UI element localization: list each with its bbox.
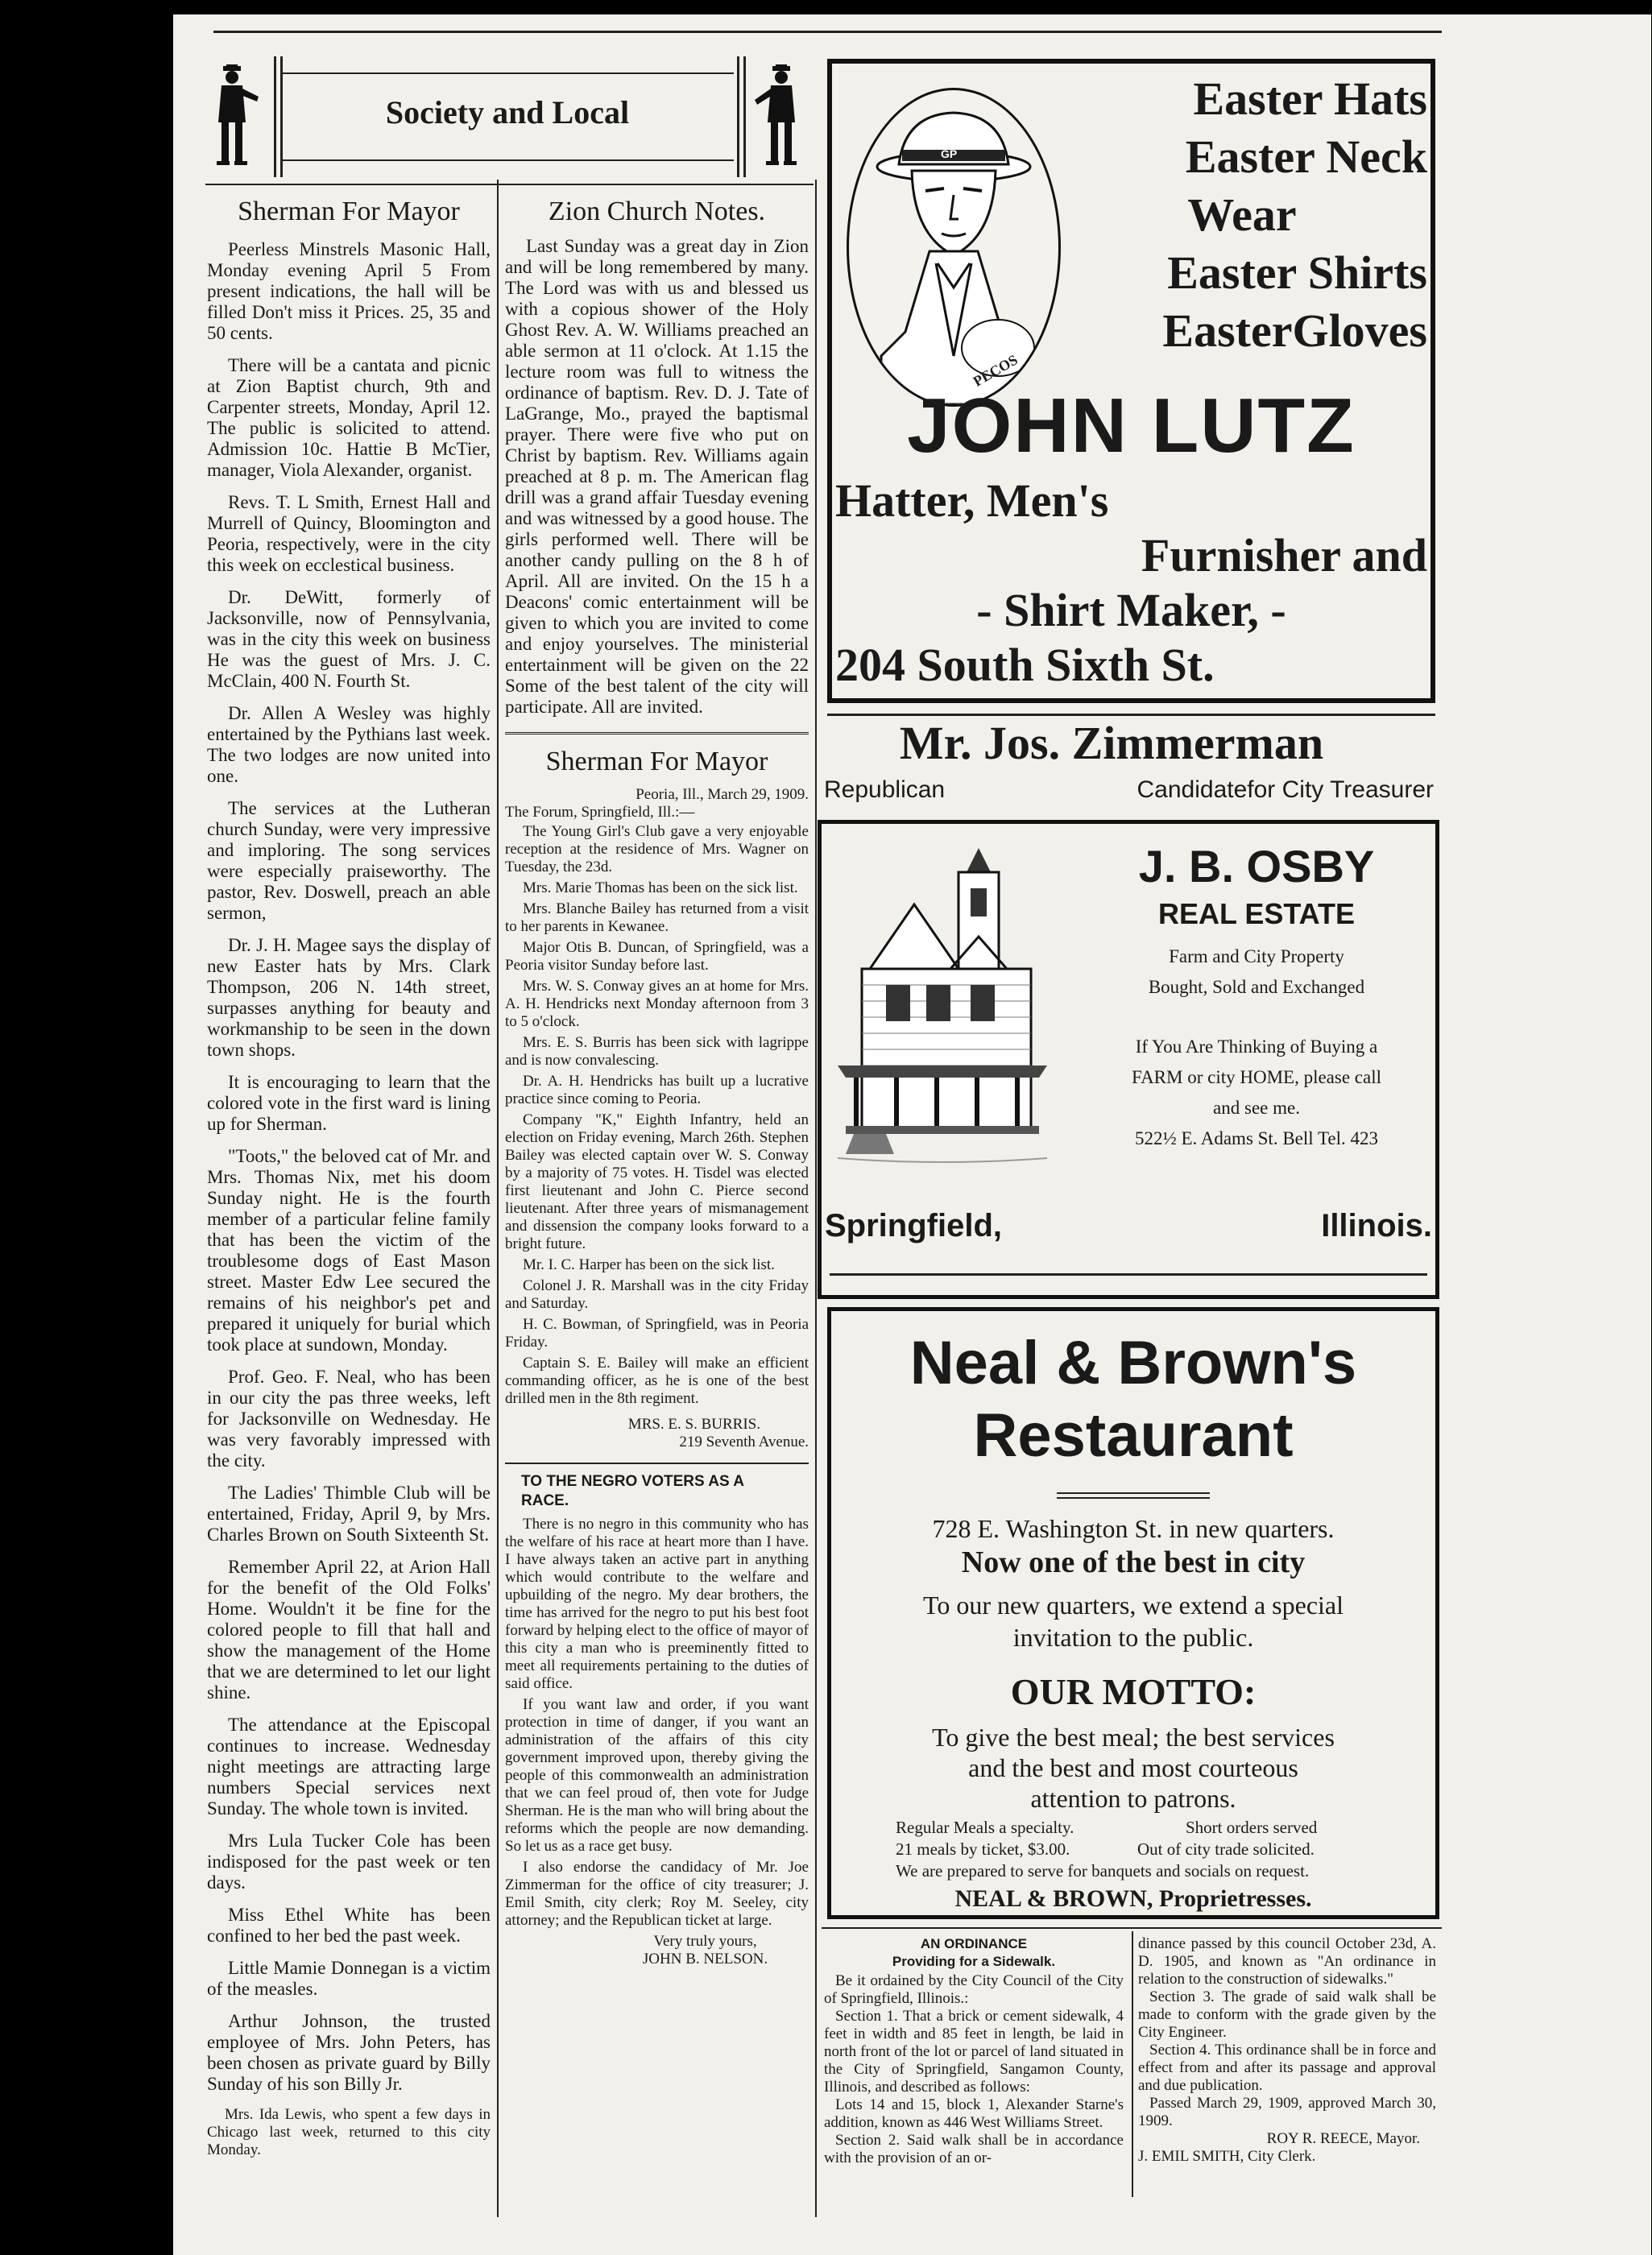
ordinance-title: AN ORDINANCE	[920, 1936, 1028, 1951]
neal-regular: Regular Meals a specialty.	[896, 1818, 1074, 1837]
osby-line: Farm and City Property	[1169, 946, 1344, 966]
neal-proprietresses: NEAL & BROWN, Proprietresses.	[954, 1885, 1312, 1912]
peoria-salutation: The Forum, Springfield, Ill.:—	[505, 804, 695, 821]
osby-name: J. B. OSBY	[1138, 841, 1375, 892]
zimmerman-name: Mr. Jos. Zimmerman	[899, 717, 1324, 769]
col1-paragraph: Remember April 22, at Arion Hall for the benefit of the Old Folks' Home. Wouldn't it be fine for the colored people to fill that hall and show the management of the Home that we are determined to let our light shine.	[207, 1557, 491, 1703]
neal-invite-2: invitation to the public.	[1012, 1623, 1254, 1652]
column-divider-1	[497, 180, 499, 2217]
sherman-heading-2: Sherman For Mayor	[545, 747, 768, 776]
osby-sub: REAL ESTATE	[1157, 897, 1356, 930]
negro-voters-signature: JOHN B. NELSON.	[642, 1951, 768, 1967]
col1-paragraph: Revs. T. L Smith, Ernest Hall and Murrell of Quincy, Bloomington and Peoria, respectively, were in the city this week on ecclestical business.	[207, 492, 491, 575]
col1-paragraph: Dr. DeWitt, formerly of Jacksonville, now of Pennsylvania, was in the city this week on business He was the guest of Mrs. J. C. McClain, 400 N. Fourth St.	[207, 587, 491, 691]
peoria-paragraph: Major Otis B. Duncan, of Springfield, was a Peoria visitor Sunday before last.	[505, 939, 809, 974]
gentleman-left-icon	[205, 64, 262, 169]
neal-motto-line: To give the best meal; the best services	[932, 1723, 1335, 1752]
column-divider-2	[815, 180, 817, 2217]
hat-man-icon	[849, 90, 1058, 404]
house-illustration	[838, 848, 1047, 1170]
osby-line: and see me.	[1213, 1098, 1300, 1118]
ordinance-paragraph: Section 1. That a brick or cement sidewalk, 4 feet in width and 85 feet in length, be laid in north front of the lot or parcel of land situated in the City of Springfield, Sangamon County, Illinois, and described as follows:	[824, 2008, 1124, 2096]
peoria-signature-address: 219 Seventh Avenue.	[679, 1434, 809, 1450]
col1-paragraph: Peerless Minstrels Masonic Hall, Monday evening April 5 From present indications, the hall will be filled Don't miss it Prices. 25, 35 and 50 cents.	[207, 239, 491, 343]
negro-voters-paragraph: I also endorse the candidacy of Mr. Joe Zimmerman for the office of city treasurer; J. Emil Smith, city clerk; Roy M. Seeley, city attorney; and the Republican ticket at large.	[505, 1859, 809, 1929]
osby-ad	[818, 820, 1439, 1299]
osby-line: FARM or city HOME, please call	[1131, 1067, 1382, 1087]
col1-footer-note: Mrs. Ida Lewis, who spent a few days in Chicago last week, returned to this city Monday.	[207, 2106, 491, 2158]
peoria-paragraph: Mrs. E. S. Burris has been sick with lagrippe and is now convalescing.	[505, 1034, 809, 1069]
ordinance-col-1	[824, 1935, 1124, 2167]
john-lutz-ad	[827, 59, 1435, 703]
peoria-paragraph: Company "K," Eighth Infantry, held an election on Friday evening, March 26th. Stephen Bailey was elected captain over W. S. Conway by a majority of 75 votes. H. Tisdel was elected first lieutenant and John C. Pierce second lieutenant. After three years of mismanagement and dissension the company looks forward to a bright future.	[505, 1111, 809, 1252]
peoria-paragraph: Mrs. Marie Thomas has been on the sick list.	[523, 879, 798, 896]
col1-paragraph: Mrs Lula Tucker Cole has been indisposed for the past week or ten days.	[207, 1831, 491, 1893]
neal-brown-ad	[827, 1307, 1439, 1919]
lutz-furnisher: Furnisher and	[1141, 529, 1427, 581]
neal-out-of-city: Out of city trade solicited.	[1137, 1839, 1315, 1859]
peoria-paragraph: Dr. A. H. Hendricks has built up a lucrative practice since coming to Peoria.	[505, 1073, 809, 1107]
osby-state: Illinois.	[1321, 1208, 1432, 1243]
collar-label: PECOS	[970, 351, 1021, 390]
column-1	[207, 196, 491, 2162]
masthead-title: Society and Local	[385, 94, 630, 130]
lutz-shirtmaker: - Shirt Maker, -	[976, 584, 1286, 636]
ordinance-paragraph: Lots 14 and 15, block 1, Alexander Starne's addition, known as 446 West Williams Street.	[824, 2096, 1124, 2131]
lutz-address: 204 South Sixth St.	[835, 639, 1215, 691]
hat-man-illustration	[847, 88, 1061, 407]
zimmerman-office: Candidatefor City Treasurer	[1137, 776, 1434, 803]
negro-voters-paragraph: There is no negro in this community who has the welfare of his race at heart more than I have. I have always taken an active part in anything which would contribute to the welfare and upbuilding of the negro. My dear brothers, the time has arrived for the negro to put his best foot forward by helping elect to the office of mayor of this city a man who is preeminently fitted to meet all requirements pertaining to the duties of said office.	[505, 1516, 809, 1692]
neal-motto: OUR MOTTO:	[1010, 1671, 1257, 1712]
neal-title-2: Restaurant	[973, 1401, 1294, 1470]
ordinance-paragraph: Section 2. Said walk shall be in accordance with the provision of an or-	[824, 2132, 1124, 2166]
col1-paragraph: Little Mamie Donnegan is a victim of the measles.	[207, 1958, 491, 1999]
col1-paragraph: The attendance at the Episcopal continues to increase. Wednesday night meetings are attracting large numbers Special services next Sunday. The whole town is invited.	[207, 1715, 491, 1818]
peoria-signature: MRS. E. S. BURRIS.	[627, 1416, 760, 1433]
negro-voters-closing: Very truly yours,	[653, 1933, 757, 1950]
col1-paragraph: Dr. J. H. Magee says the display of new Easter hats by Mrs. Clark Thompson, 206 N. 14th street, surpasses anything for beauty and workmanship to be seen in the down town shops.	[207, 935, 491, 1060]
col1-heading: Sherman For Mayor	[238, 197, 460, 226]
neal-address: 728 E. Washington St. in new quarters.	[932, 1514, 1335, 1543]
ordinance-paragraph: dinance passed by this council October 23d, A. D. 1905, and known as "An ordinance in relation to the construction of sidewalks."	[1138, 1935, 1436, 1988]
col1-paragraph: Miss Ethel White has been confined to her bed the past week.	[207, 1905, 491, 1946]
peoria-paragraph: H. C. Bowman, of Springfield, was in Peoria Friday.	[505, 1316, 809, 1351]
ordinance-col-2	[1138, 1935, 1436, 2166]
newspaper-page	[173, 14, 1651, 2255]
hat-band-label: GP	[941, 147, 958, 160]
osby-city: Springfield,	[825, 1208, 1002, 1243]
col1-paragraph: "Toots," the beloved cat of Mr. and Mrs. Thomas Nix, met his doom Sunday night. He is the fourth member of a particular feline family that has been the victim of the troublesome dogs of East Mason street. Master Edw Lee secured the remains of his neighbor's pet and prepared it uniquely for burial which took place at sundown, Monday.	[207, 1146, 491, 1355]
peoria-paragraph: Captain S. E. Bailey will make an efficient commanding officer, as he is one of the best drilled men in the 8th regiment.	[505, 1355, 809, 1407]
ordinance-paragraph: Section 3. The grade of said walk shall be made to conform with the grade given by the City Engineer.	[1138, 1988, 1436, 2041]
neal-motto-line: and the best and most courteous	[968, 1753, 1298, 1782]
neal-banquets: We are prepared to serve for banquets and socials on request.	[896, 1861, 1310, 1881]
zion-text: Last Sunday was a great day in Zion and will be long remembered by many. The Lord was with us and blessed us with a copious shower of the Holy Ghost Rev. A. W. Williams preached an able sermon at 11 o'clock. At 1.15 the lecture room was full to witness the ordinance of baptism. Rev. D. J. Tate of LaGrange, Mo., prayed the baptismal prayer. There were five who put on Christ by baptism. Rev. Williams again preached at 8 p. m. The American flag drill was a grand affair Tuesday evening and was witnessed by a good house. The girls performed well. There will be another candy pulling on the 8 h of April. All are invited. On the 15 h a Deacons' comic entertainment will be given to which you are invited to come and enjoy yourselves. The ministerial entertainment will be given on the 22 Some of the best talent of the city will participate. All are invited.	[505, 236, 809, 717]
neal-tickets: 21 meals by ticket, $3.00.	[896, 1839, 1070, 1859]
lutz-easter-line: Easter Hats	[1193, 72, 1427, 125]
top-rule	[213, 31, 1442, 33]
zion-heading: Zion Church Notes.	[548, 197, 766, 226]
osby-line: If You Are Thinking of Buying a	[1135, 1036, 1378, 1057]
col1-paragraph: Dr. Allen A Wesley was highly entertained by the Pythians last week. The two lodges are now united into one.	[207, 703, 491, 786]
lutz-easter-line: Easter Shirts	[1167, 246, 1427, 299]
zimmerman-party: Republican	[824, 776, 946, 803]
osby-address: 522½ E. Adams St. Bell Tel. 423	[1134, 1128, 1379, 1148]
col1-paragraph: Prof. Geo. F. Neal, who has been in our city the pas three weeks, left for Jacksonville on Wednesday. He was very favorably impressed with the city.	[207, 1367, 491, 1471]
osby-line: Bought, Sold and Exchanged	[1148, 977, 1365, 997]
lutz-easter-line: EasterGloves	[1162, 304, 1427, 357]
peoria-paragraph: Mrs. W. S. Conway gives an at home for Mrs. A. H. Hendricks next Monday afternoon from 3 to 5 o'clock.	[505, 978, 809, 1030]
lutz-easter-line: Easter Neck	[1185, 130, 1427, 183]
neal-invite: To our new quarters, we extend a special	[923, 1591, 1344, 1620]
column-2	[505, 196, 809, 1968]
neal-best: Now one of the best in city	[961, 1545, 1306, 1579]
peoria-dateline: Peoria, Ill., March 29, 1909.	[636, 786, 809, 803]
col1-paragraph: There will be a cantata and picnic at Zion Baptist church, 9th and Carpenter streets, Monday, April 12. The public is solicited to attend. Admission 10c. Hattie B McTier, manager, Viola Alexander, organist.	[207, 355, 491, 480]
neal-title: Neal & Brown's	[909, 1329, 1357, 1397]
negro-voters-heading: TO THE NEGRO VOTERS AS A RACE.	[521, 1473, 744, 1509]
ordinance-paragraph: Passed March 29, 1909, approved March 30, 1909.	[1138, 2095, 1436, 2129]
col1-paragraph: It is encouraging to learn that the colored vote in the first ward is lining up for Sherman.	[207, 1072, 491, 1134]
peoria-paragraph: The Young Girl's Club gave a very enjoyable reception at the residence of Mrs. Wagner on Tuesday, the 23d.	[505, 823, 809, 875]
ordinance-subtitle: Providing for a Sidewalk.	[892, 1954, 1056, 1969]
peoria-paragraph: Mrs. Blanche Bailey has returned from a visit to her parents in Kewanee.	[505, 900, 809, 935]
col1-paragraph: The services at the Lutheran church Sunday, were very impressive and imploring. The song services were especially praiseworthy. The pastor, Rev. Doswell, preach an able sermon,	[207, 798, 491, 923]
neal-short-orders: Short orders served	[1186, 1818, 1318, 1837]
negro-voters-paragraph: If you want law and order, if you want protection in time of danger, if you want an administration of the affairs of this city government improved upon, thereby giving the people of this commonwealth an administration that we can feel proud of, then vote for Judge Sherman. He is the man who will bring about the reforms which the people are now demanding. So let us as a race get busy.	[505, 1696, 809, 1855]
peoria-paragraph: Mr. I. C. Harper has been on the sick list.	[523, 1256, 775, 1273]
ordinance-paragraph: Section 4. This ordinance shall be in force and effect from and after its passage and approval and due publication.	[1138, 2042, 1436, 2094]
ordinance-mayor: ROY R. REECE, Mayor.	[1266, 2130, 1420, 2147]
masthead	[197, 56, 809, 177]
lutz-hatter: Hatter, Men's	[835, 474, 1109, 527]
lutz-name: JOHN LUTZ	[907, 383, 1356, 469]
ordinance-paragraph: Be it ordained by the City Council of the City of Springfield, Illinois.:	[824, 1972, 1124, 2007]
col1-paragraph: The Ladies' Thimble Club will be entertained, Friday, April 9, by Mrs. Charles Brown on South Sixteenth St.	[207, 1483, 491, 1545]
lutz-easter-line: Wear	[1187, 188, 1297, 241]
gentleman-right-icon	[751, 64, 808, 169]
col1-paragraph: Arthur Johnson, the trusted employee of Mrs. John Peters, has been chosen as private guard by Billy Sunday of his son Billy Jr.	[207, 2011, 491, 2094]
peoria-paragraph: Colonel J. R. Marshall was in the city Friday and Saturday.	[505, 1277, 809, 1312]
neal-motto-line: attention to patrons.	[1030, 1784, 1236, 1813]
ordinance-clerk: J. EMIL SMITH, City Clerk.	[1138, 2148, 1316, 2165]
